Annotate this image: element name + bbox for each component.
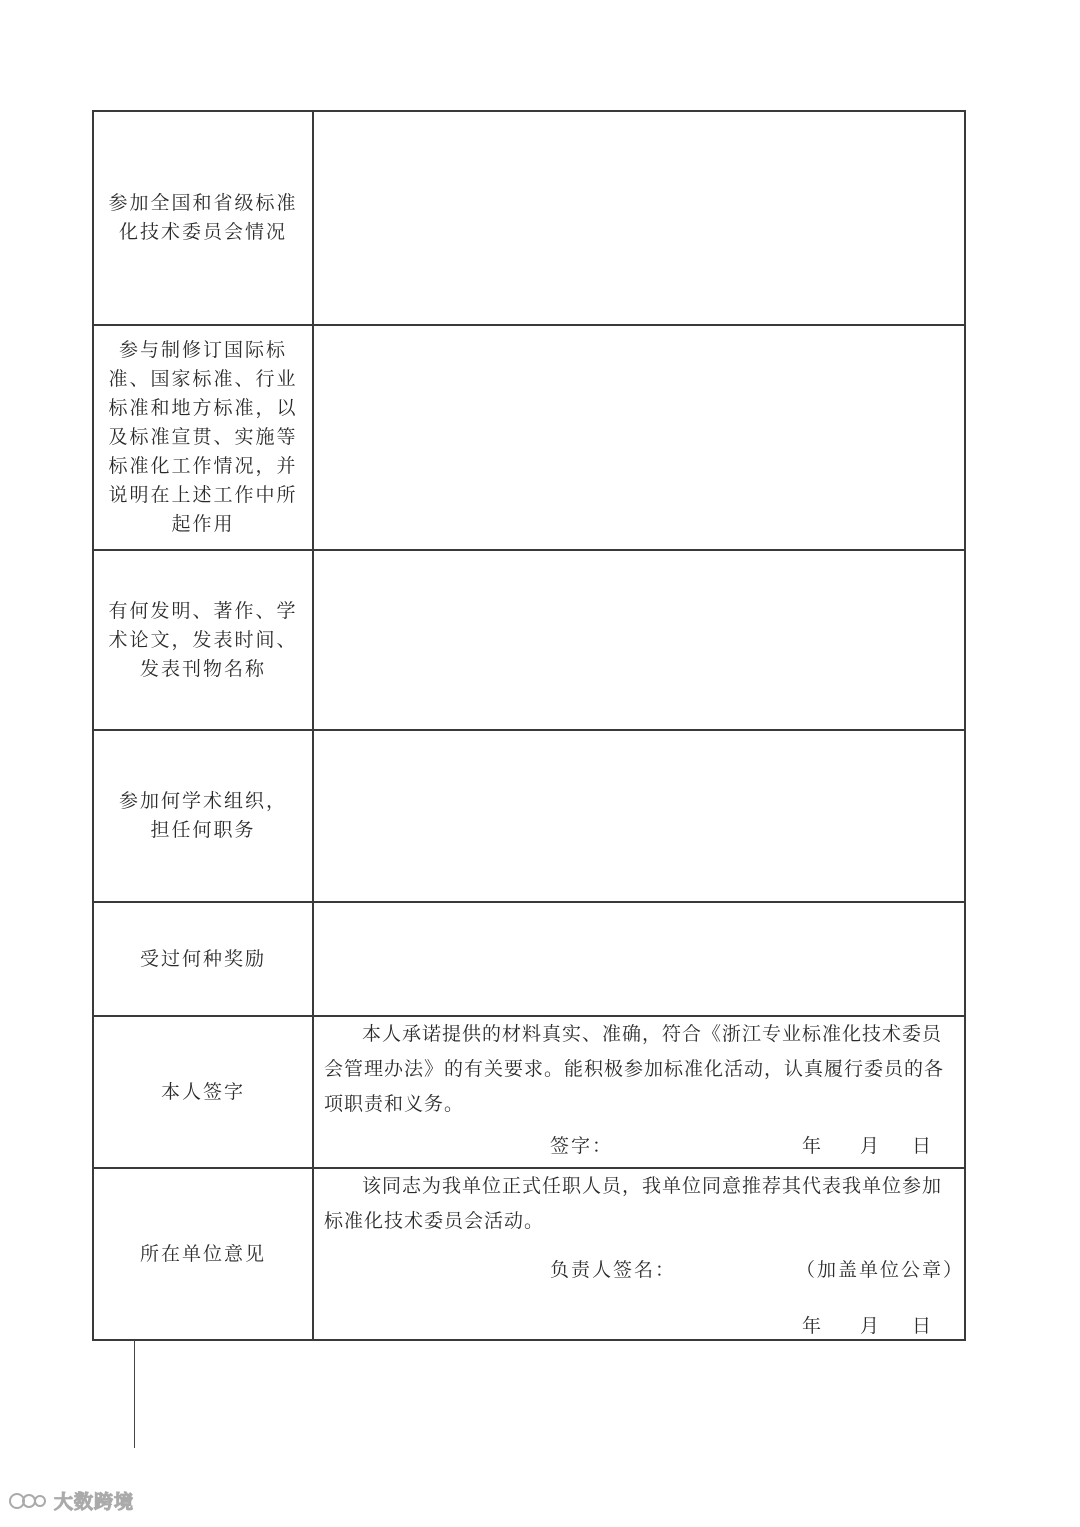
date-year-label: 年 [802,1135,822,1157]
date-year-label: 年 [802,1315,822,1337]
row-content-field[interactable] [313,325,965,550]
form-row-academic-organizations [93,730,965,902]
watermark [8,1487,134,1514]
date-day-label: 日 [912,1315,932,1337]
signature-content [313,1016,965,1168]
form-row-personal-signature [93,1016,965,1168]
unit-seal-note: （加盖单位公章） [796,1259,965,1281]
responsible-person-signature-label: 负责人签名： [550,1259,677,1281]
row-content-field[interactable] [313,730,965,902]
unit-statement: 该同志为我单位正式任职人员，我单位同意推荐其代表我单位参加标准化技术委员会活动。 [324,1175,943,1232]
row-label: 所在单位意见 [93,1168,313,1340]
watermark-text: 大数跨境 [54,1491,135,1513]
row-label: 有何发明、著作、学 术论文，发表时间、 发表刊物名称 [93,550,313,730]
row-label: 受过何种奖励 [93,902,313,1016]
watermark-logo-icon [8,1489,48,1513]
date-month-label: 月 [860,1315,880,1337]
unit-opinion-content [313,1168,965,1340]
margin-rule-line [134,1340,135,1448]
application-form-table [92,110,966,1341]
row-label: 本人签字 [93,1016,313,1168]
form-row-publications [93,550,965,730]
form-row-unit-opinion [93,1168,965,1340]
form-row-awards [93,902,965,1016]
date-month-label: 月 [860,1135,880,1157]
row-label: 参加全国和省级标准 化技术委员会情况 [93,111,313,325]
row-label: 参加何学术组织， 担任何职务 [93,730,313,902]
row-content-field[interactable] [313,111,965,325]
commitment-statement: 本人承诺提供的材料真实、准确，符合《浙江专业标准化技术委员会管理办法》的有关要求。能积极参加标准化活动，认真履行委员的各项职责和义务。 [324,1023,945,1115]
row-content-field[interactable] [313,902,965,1016]
signature-label: 签字： [550,1135,614,1157]
form-row-national-committees [93,111,965,325]
row-content-field[interactable] [313,550,965,730]
date-day-label: 日 [912,1135,932,1157]
row-label: 参与制修订国际标 准、国家标准、行业 标准和地方标准，以 及标准宣贯、实施等 标准化工作情况，并 说明在上述工作中所 起作用 [93,325,313,550]
form-row-standards-work [93,325,965,550]
